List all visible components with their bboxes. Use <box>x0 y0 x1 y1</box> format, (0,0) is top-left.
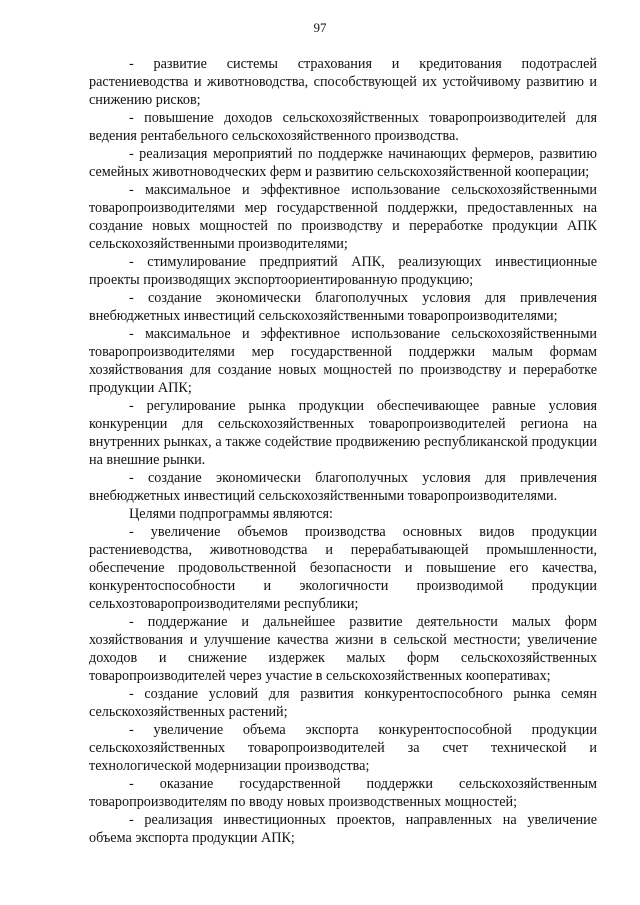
paragraph: - реализация мероприятий по поддержке начинающих фермеров, развитию семейных животноводческих ферм и развитию сельскохозяйственной кооперации; <box>89 146 597 180</box>
paragraph: - поддержание и дальнейшее развитие деятельности малых форм хозяйствования и улучшение качества жизни в сельской местности; увеличение доходов и снижение издержек малых форм сельскохозяйственных товаропроизводителей через участие в сельскохозяйственных кооперативах; <box>89 614 597 684</box>
paragraph: - создание экономически благополучных условия для привлечения внебюджетных инвестиций сельскохозяйственными товаропроизводителями. <box>89 470 597 504</box>
paragraph: - максимальное и эффективное использование сельскохозяйственными товаропроизводителями мер государственной поддержки, предоставленных на создание новых мощностей по производству и переработке продукции АПК сельскохозяйственными производителями; <box>89 182 597 252</box>
paragraph: - стимулирование предприятий АПК, реализующих инвестиционные проекты производящих экспортоориентированную продукцию; <box>89 254 597 288</box>
goals-heading: Целями подпрограммы являются: <box>129 506 333 522</box>
paragraph: - максимальное и эффективное использование сельскохозяйственными товаропроизводителями мер государственной поддержки малым формам хозяйствования для создание новых мощностей по производству и переработке продукции АПК; <box>89 326 597 396</box>
paragraph: - развитие системы страхования и кредитования подотраслей растениеводства и животноводства, способствующей их устойчивому развитию и снижению рисков; <box>89 56 597 108</box>
paragraph: - увеличение объемов производства основных видов продукции растениеводства, животноводства и перерабатывающей промышленности, обеспечение продовольственной безопасности и повышение его качества, конкурентоспособности и экологичности производимой продукции сельхозтоваропроизводителями республики; <box>89 524 597 612</box>
paragraph: - регулирование рынка продукции обеспечивающее равные условия конкуренции для сельскохозяйственных товаропроизводителей региона на внутренних рынках, а также содействие продвижению республиканской продукции на внешние рынки. <box>89 398 597 468</box>
paragraph: - реализация инвестиционных проектов, направленных на увеличение объема экспорта продукции АПК; <box>89 812 597 846</box>
page-number: 97 <box>313 20 327 35</box>
paragraph: - создание условий для развития конкурентоспособного рынка семян сельскохозяйственных растений; <box>89 686 597 720</box>
paragraph: - оказание государственной поддержки сельскохозяйственным товаропроизводителям по вводу новых производственных мощностей; <box>89 776 597 810</box>
paragraph: - создание экономически благополучных условия для привлечения внебюджетных инвестиций сельскохозяйственными товаропроизводителями; <box>89 290 597 324</box>
paragraph: - увеличение объема экспорта конкурентоспособной продукции сельскохозяйственных товаропроизводителей за счет технической и технологической модернизации производства; <box>89 722 597 774</box>
document-body <box>89 55 597 847</box>
paragraph: - повышение доходов сельскохозяйственных товаропроизводителей для ведения рентабельного сельскохозяйственного производства. <box>89 110 597 144</box>
